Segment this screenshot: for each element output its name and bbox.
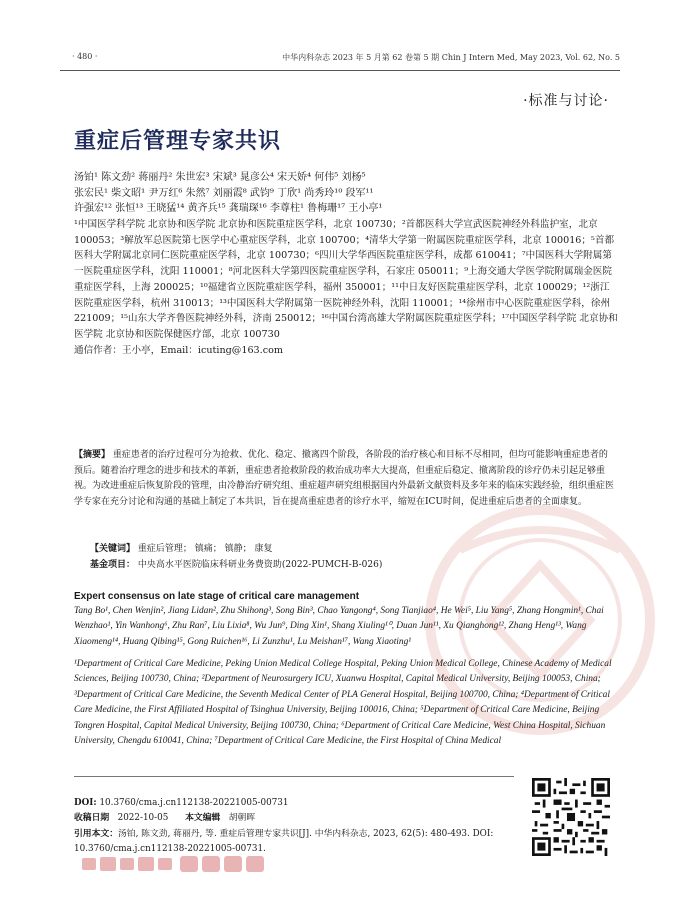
abstract-label: 【摘要】 — [74, 450, 111, 460]
citation-text: 汤铂, 陈文劲, 蒋丽丹, 等. 重症后管理专家共识[J]. 中华内科杂志, 2023, 62(5): 480-493. DOI: 10.3760/cma.j.cn112138-20221005-00731. — [74, 828, 494, 854]
affiliations-cn-text: ¹中国医学科学院 北京协和医学院 北京协和医院重症医学科，北京 100730；²首都医科大学宣武医院神经外科监护室，北京 100053；³解放军总医院第七医学中心重症医学科，北京 100700；⁴清华大学第一附属医院重症医学科，北京 100016；⁵首都医科大学附属北京同仁医院重症医学科，北京 100730；⁶四川大学华西医院重症医学科，成都 610041；⁷中国医科大学附属第一医院重症医学科，沈阳 110001；⁸河北医科大学第四医院重症医学科，石家庄 050011；⁹上海交通大学医学院附属瑞金医院重症医学科，上海 200025；¹⁰福建省立医院重症医学科，福州 350001；¹¹中日友好医院重症医学科，北京 100029；¹²浙江医院重症医学科，杭州 310013；¹³中国医科大学附属第一医院神经外科，沈阳 110001；¹⁴徐州市中心医院重症医学科，徐州 221009；¹⁵山东大学齐鲁医院神经外科，济南 250012；¹⁶中国台湾高雄大学附属医院重症医学科；¹⁷中国医学科学院 北京协和医学院 北京协和医院保健医疗部，北京 100730 — [74, 219, 618, 340]
editor-value: 胡朝晖 — [228, 813, 256, 824]
qr-code-icon — [532, 778, 610, 856]
journal-citation-header: 中华内科杂志 2023 年 5 月第 62 卷第 5 期 Chin J Intern Med, May 2023, Vol. 62, No. 5 — [282, 53, 620, 62]
authors-cn — [74, 170, 614, 217]
authors-cn-line: 汤铂¹ 陈文劲² 蒋丽丹² 朱世宏³ 宋斌³ 晁彦公⁴ 宋天娇⁴ 何伟⁵ 刘杨⁵ — [74, 172, 366, 183]
english-affiliations: ¹Department of Critical Care Medicine, Peking Union Medical College Hospital, Peking Union Medical College, Chinese Academy of Medical Sciences, Beijing 100730, China; ²Department of Neurosurgery ICU, Xuanwu Hospital, Capital Medical University, Beijing 100053, China; ³Department of Critical Care Medicine, the Seventh Medical Center of PLA General Hospital, Beijing 100700, China; ⁴Department of Critical Care Medicine, the First Affiliated Hospital of Tsinghua University, Beijing 100016, China; ⁵Department of Critical Care Medicine, Beijing Tongren Hospital, Capital Medical University, Beijing 100730, China; ⁶Department of Critical Care Medicine, West China Hospital, Sichuan University, Chengdu 610041, China; ⁷Department of Critical Care Medicine, the First Hospital of China Medical — [74, 659, 612, 747]
authors-cn-line: 张宏民¹ 柴文昭¹ 尹万红⁶ 朱然⁷ 刘丽霞⁸ 武钧⁹ 丁欣¹ 尚秀玲¹⁰ 段军¹¹ — [74, 187, 374, 199]
citation-label: 引用本文： — [74, 828, 118, 839]
affiliations-cn — [74, 217, 618, 358]
publisher-seal-watermark-icon — [400, 470, 680, 770]
running-header — [60, 52, 620, 68]
received-label: 收稿日期 — [74, 813, 110, 824]
abstract-text: 重症患者的治疗过程可分为抢救、优化、稳定、撤离四个阶段，各阶段的治疗核心和目标不尽相同，但均可能影响重症患者的预后。随着治疗理念的进步和技术的革新，重症患者抢救阶段的救治成功率大大提高，但重症后稳定、撤离阶段的诊疗仍未引起足够重视。为改进重症后恢复阶段的管理，由冷静治疗研究组、重症超声研究组根据国内外最新文献资料及多年来的临床实践经验，组织重症医学专家在充分讨论和沟通的基础上制定了本共识，旨在提高重症患者的诊疗水平，缩短在ICU时间，促进重症后患者的全面康复。 — [74, 450, 615, 507]
page-number: · 480 · — [72, 52, 98, 61]
keywords-text: 重症后管理； 镇痛； 镇静； 康复 — [137, 544, 273, 554]
english-title: Expert consensus on late stage of critical care management — [74, 591, 360, 602]
received-row — [74, 811, 534, 826]
authors-cn-line: 许强宏¹² 张恒¹³ 王晓猛¹⁴ 黄齐兵¹⁵ 龚瑞琛¹⁶ 李尊柱¹ 鲁梅珊¹⁷ 王小亭¹ — [74, 203, 383, 215]
doi-value: 10.3760/cma.j.cn112138-20221005-00731 — [99, 798, 289, 808]
article-meta — [74, 796, 534, 857]
fund-label: 基金项目： — [90, 560, 136, 570]
fund-text: 中央高水平医院临床科研业务费资助(2022-PUMCH-B-026) — [137, 560, 383, 570]
doi-row — [74, 796, 534, 811]
header-rule — [60, 70, 620, 71]
publisher-logo-icon — [82, 852, 282, 876]
keywords-label: 【关键词】 — [90, 544, 136, 554]
english-authors: Tang Bo¹, Chen Wenjin², Jiang Lidan², Zhu Shihong³, Song Bin³, Chao Yangong⁴, Song Tianjiao⁴, He Wei⁵, Liu Yang⁵, Zhang Hongmin¹, Chai Wenzhao¹, Yin Wanhong⁶, Zhu Ran⁷, Liu Lixia⁸, Wu Jun⁹, Ding Xin¹, Shang Xiuling¹⁰, Duan Jun¹¹, Xu Qianghong¹², Zhang Heng¹³, Wang Xiaomeng¹⁴, Huang Qibing¹⁵, Gong Ruichen¹⁶, Li Zunzhu¹, Lu Meishan¹⁷, Wang Xiaoting¹ — [74, 606, 604, 647]
footer-rule — [74, 776, 514, 777]
editor-label: 本文编辑 — [185, 813, 221, 824]
corresponding-author: 通信作者：王小亭，Email：icuting@163.com — [74, 344, 283, 356]
article-title: 重症后管理专家共识 — [74, 128, 282, 154]
doi-label: DOI: — [74, 798, 97, 808]
received-value: 2022-10-05 — [117, 813, 169, 824]
section-label: ·标准与讨论· — [523, 93, 609, 109]
